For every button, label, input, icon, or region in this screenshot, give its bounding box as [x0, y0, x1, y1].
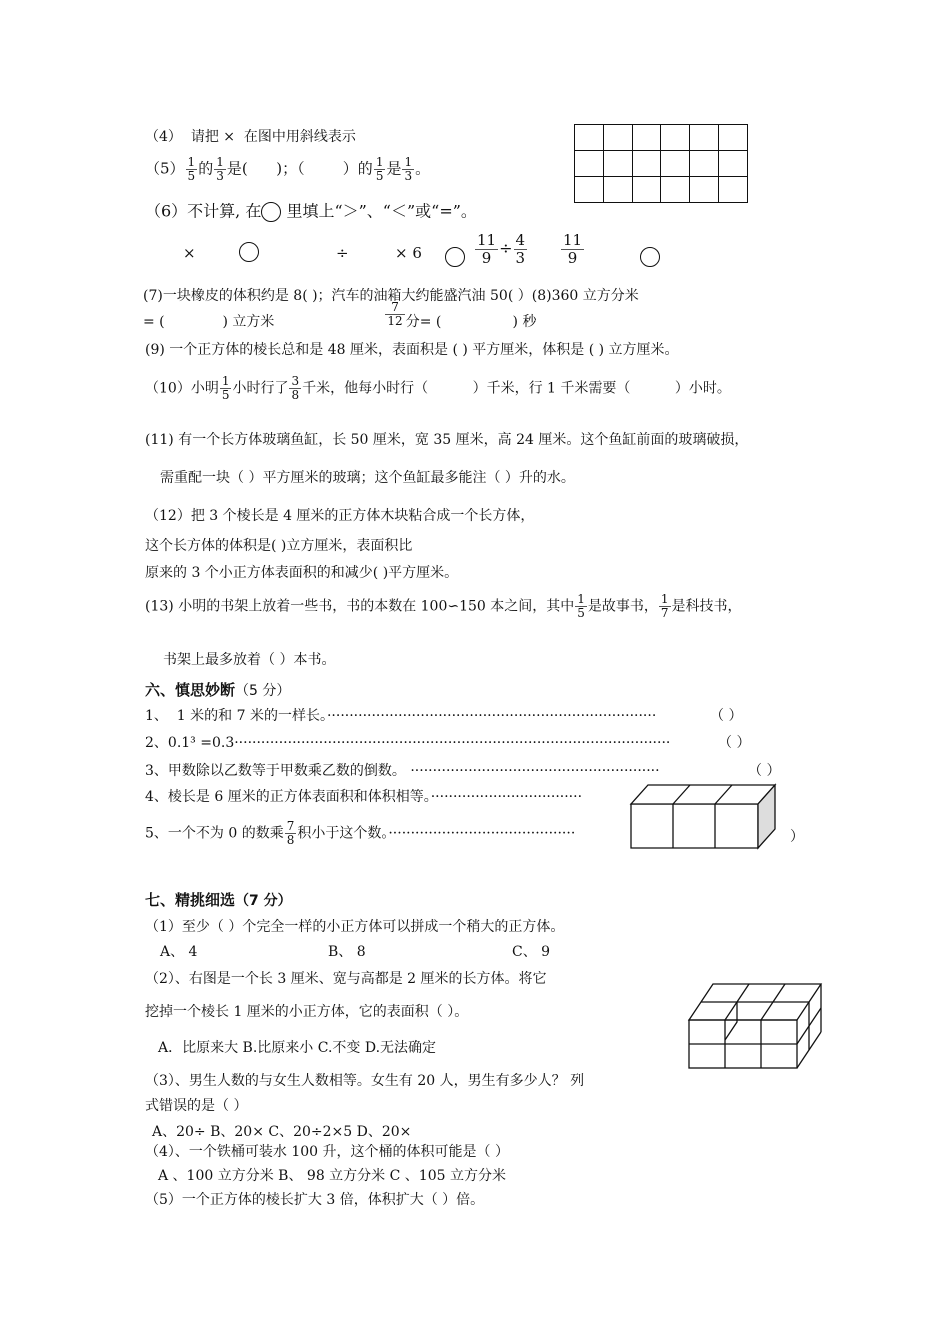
fraction: $\frac{3}{8}$: [291, 374, 300, 402]
sec7-q1: （1）至少（ ）个完全一样的小正方体可以拼成一个稍大的正方体。: [145, 919, 565, 935]
q6-expr-right: [560, 232, 585, 267]
q10-line: （10）小明 $\frac{1}{5}$ 小时行了 $\frac{3}{8}$ 千米，他每小时行（ ）千米，行 1 千米需要（ ）小时。: [145, 374, 731, 402]
q12-line1: （12）把 3 个棱长是 4 厘米的正方体木块粘合成一个长方体，: [145, 508, 535, 524]
q6-sym2: ÷: [336, 244, 349, 262]
compare-circle-2[interactable]: [445, 247, 465, 267]
q4-grid[interactable]: [574, 124, 748, 203]
sec6-item-4: 4、棱长是 6 厘米的正方体表面积和体积相等。··································: [145, 789, 583, 805]
fraction: $\frac{1}{5}$: [375, 155, 384, 183]
section7-title: 七、精挑细选（7 分）: [145, 891, 292, 909]
q4-text: 请把 × 在图中用斜线表示: [181, 129, 356, 145]
q6-line: （6）不计算, 在 里填上“＞”、“＜”或“=”。: [145, 201, 477, 221]
section6-title: 六、慎思妙断（5 分）: [145, 681, 291, 699]
sec6-item-1-paren[interactable]: （ ）: [710, 708, 743, 724]
sec6-item-5: 5、一个不为 0 的数乘 $\frac{7}{8}$ 积小于这个数。··········································: [145, 819, 576, 847]
q6-expr: $\frac{11}{9}$ ÷ $\frac{4}{3}$: [477, 231, 526, 267]
q11-line1: (11) 有一个长方体玻璃鱼缸，长 50 厘米，宽 35 厘米，高 24 厘米。这个鱼缸前面的玻璃破损，: [145, 432, 749, 448]
sec7-q4-line: （4）、一个铁桶可装水 100 升，这个桶的体积可能是（ ）: [145, 1144, 509, 1160]
q4-number: （4）: [145, 129, 182, 145]
fraction: $\frac{11}{9}$: [563, 231, 583, 267]
fraction: $\frac{4}{3}$: [515, 231, 526, 267]
q13-line1: (13) 小明的书架上放着一些书，书的本数在 100∽150 本之间，其中 $\frac{1}{5}$ 是故事书， $\frac{1}{7}$ 是科技书，: [145, 592, 742, 620]
sec7-q3-options[interactable]: A、20÷ B、20× C、20÷2×5 D、20×: [152, 1124, 412, 1140]
fraction: $\frac{1}{3}$: [216, 155, 224, 183]
sec7-q4-options[interactable]: A 、100 立方分米 B、 98 立方分米 C 、105 立方分米: [158, 1168, 506, 1184]
sec7-q2-line2: 挖掉一个棱长 1 厘米的小正方体，它的表面积（ ）。: [145, 1004, 469, 1020]
compare-circle-3[interactable]: [640, 247, 660, 267]
sec7-q1-opt-c[interactable]: C、 9: [512, 944, 551, 960]
compare-circle-1[interactable]: [239, 242, 259, 262]
compare-circle: [261, 202, 281, 222]
q7-line2: = ( ) 立方米 $\frac{7}{12}$ 分= ( ) 秒: [143, 300, 537, 330]
q11-line2: 需重配一块（ ）平方厘米的玻璃；这个鱼缸最多能注（ ）升的水。: [160, 470, 575, 486]
q13-line2: 书架上最多放着（ ）本书。: [163, 652, 336, 668]
fraction: $\frac{1}{5}$: [187, 155, 196, 183]
sec7-q3-line1: （3）、男生人数的与女生人数相等。女生有 20 人，男生有多少人？ 列: [145, 1073, 585, 1089]
q12-line2: 这个长方体的体积是( )立方厘米，表面积比: [145, 538, 413, 554]
three-cubes-figure: [628, 782, 780, 850]
q12-line3: 原来的 3 个小正方体表面积的和减少( )平方厘米。: [145, 565, 459, 581]
q6-sym3: × 6: [395, 244, 422, 262]
q5-line: （5） $\frac{1}{5}$ 的 $\frac{1}{3}$ 是( )；（ ）的 $\frac{1}{5}$ 是 $\frac{1}{3}$ 。: [145, 155, 431, 183]
q4-line: [145, 128, 356, 146]
sec7-q1-opt-a[interactable]: A、 4: [160, 944, 198, 960]
cuboid-figure: [685, 980, 825, 1072]
sec6-item-3-paren[interactable]: （ ）: [748, 763, 781, 779]
q7-line1: (7)一块橡皮的体积约是 8( )；汽车的油箱大约能盛汽油 50( ）(8)360 立方分米: [143, 288, 639, 304]
sec7-q5-line: （5）一个正方体的棱长扩大 3 倍，体积扩大（ ）倍。: [145, 1192, 485, 1208]
fraction: $\frac{7}{8}$: [286, 819, 295, 847]
sec6-item-5-paren[interactable]: ）: [790, 829, 804, 845]
sec6-item-2: 2、0.1³ =0.3··································································································: [145, 735, 671, 751]
sec6-item-3: 3、甲数除以乙数等于甲数乘乙数的倒数。 ························································: [145, 763, 660, 779]
sec7-q3-line2: 式错误的是（ ）: [145, 1098, 248, 1114]
fraction: $\frac{1}{7}$: [660, 592, 669, 620]
fraction: $\frac{1}{5}$: [577, 592, 585, 620]
sec7-q2-line1: （2）、右图是一个长 3 厘米、宽与高都是 2 厘米的长方体。将它: [145, 971, 547, 987]
fraction: $\frac{1}{5}$: [221, 374, 230, 402]
sec6-item-2-paren[interactable]: （ ）: [718, 735, 751, 751]
sec7-q2-options[interactable]: A．比原来大 B.比原来小 C.不变 D.无法确定: [158, 1040, 437, 1056]
sec7-q1-opt-b[interactable]: B、 8: [328, 944, 366, 960]
q9-line: (9) 一个正方体的棱长总和是 48 厘米，表面积是 ( ) 平方厘米，体积是 ( ) 立方厘米。: [145, 342, 679, 358]
sec6-item-1: 1、 1 米的和 7 米的一样长。··········································································: [145, 708, 657, 724]
fraction: $\frac{7}{12}$: [387, 300, 403, 328]
fraction: $\frac{1}{3}$: [404, 155, 413, 183]
q6-sym1: ×: [183, 244, 196, 262]
fraction: $\frac{11}{9}$: [477, 231, 497, 267]
